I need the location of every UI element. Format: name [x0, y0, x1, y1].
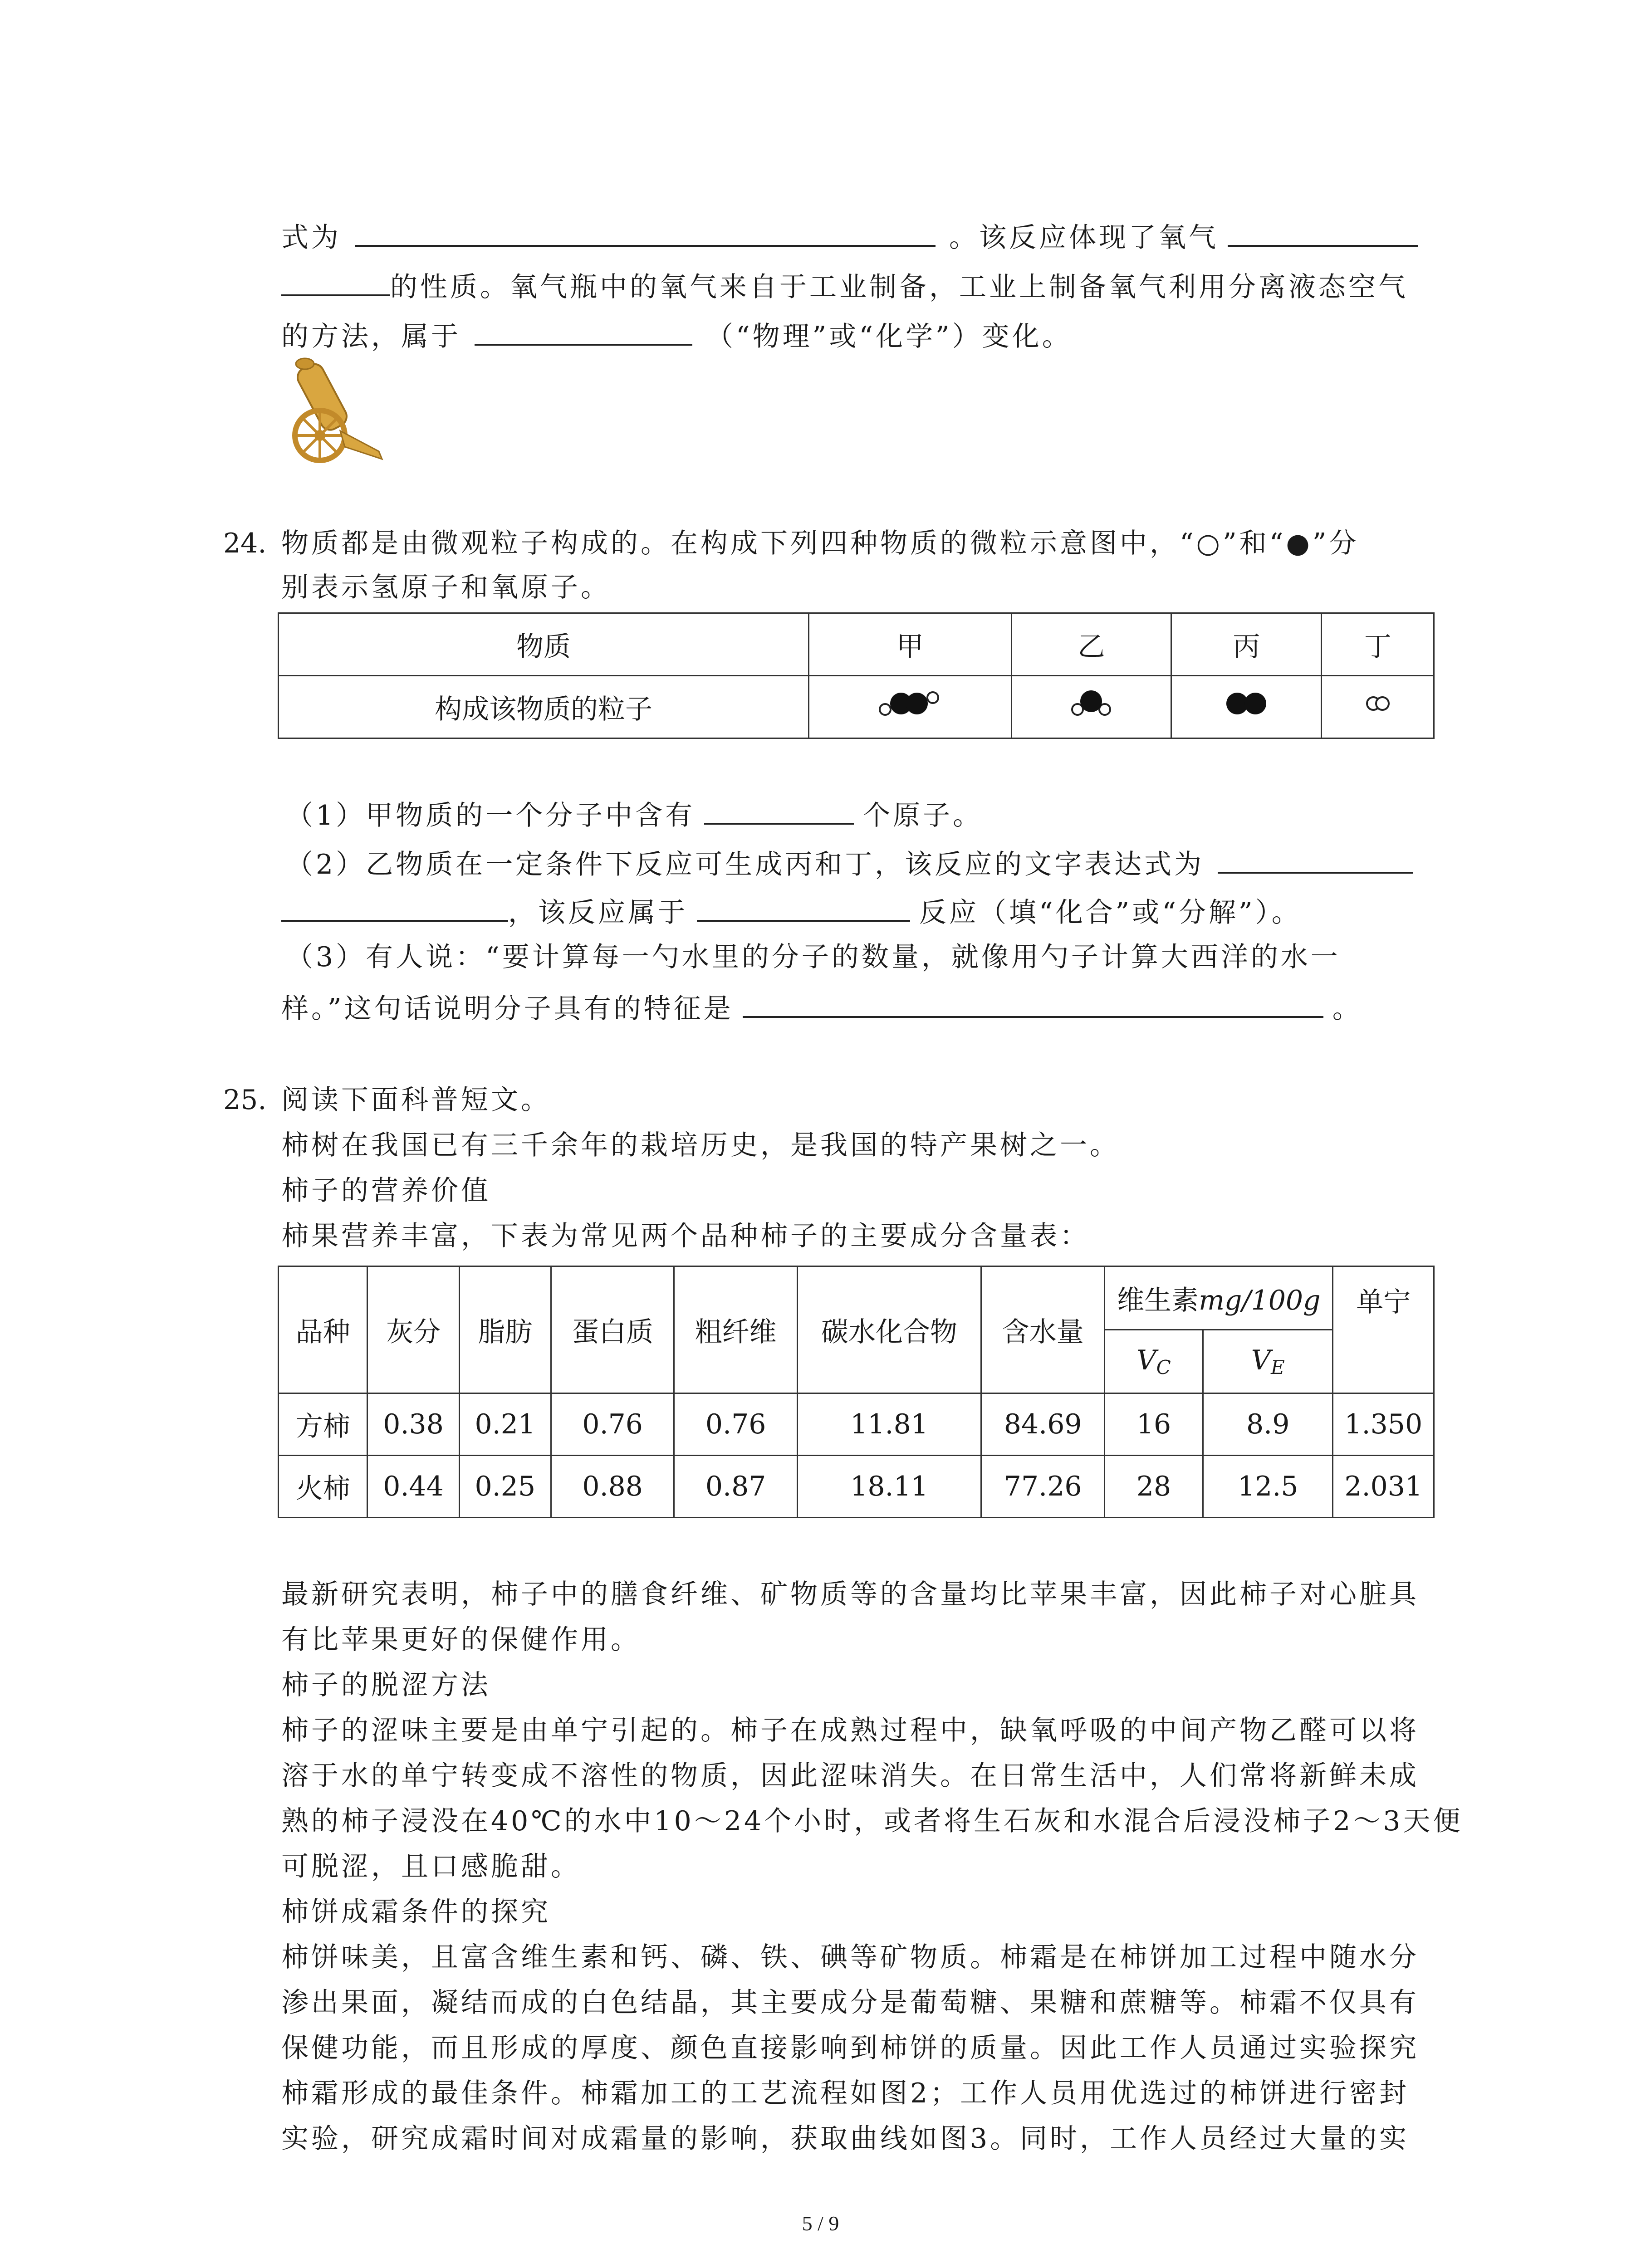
table-row	[279, 1393, 1434, 1456]
table-header: 单宁	[1333, 1266, 1434, 1393]
molecule-cell	[1011, 676, 1171, 738]
q25-paragraph: 渗出果面，凝结而成的白色结晶，其主要成分是葡萄糖、果糖和蔗糖等。柿霜不仅具有	[281, 1987, 1419, 2019]
q24-part-3-cont	[281, 988, 1362, 1027]
q24-text: 个原子。	[863, 800, 983, 831]
table-header: 丁	[1322, 613, 1434, 676]
answer-blank[interactable]	[704, 795, 854, 825]
q23-text: 的性质。氧气瓶中的氧气来自于工业制备，工业上制备氧气利用分离液态空气	[390, 271, 1408, 303]
vitamin-unit: mg/100g	[1199, 1284, 1321, 1316]
question-number: 24.	[223, 528, 267, 559]
table-header: 品种	[279, 1266, 367, 1393]
question-number: 25.	[223, 1084, 267, 1116]
q25-paragraph: 可脱涩，且口感脆甜。	[281, 1851, 581, 1882]
table-cell: 0.88	[551, 1456, 674, 1518]
table-header: 丙	[1171, 613, 1322, 676]
answer-blank[interactable]	[697, 892, 910, 922]
q24-stem: 物质都是由微观粒子构成的。在构成下列四种物质的微粒示意图中，“○”和“●”分	[281, 528, 1359, 559]
ve-symbol: V	[1251, 1344, 1271, 1376]
table-header: 构成该物质的粒子	[279, 676, 809, 738]
table-cell: 77.26	[981, 1456, 1105, 1518]
q25-paragraph: 柿子的涩味主要是由单宁引起的。柿子在成熟过程中，缺氧呼吸的中间产物乙醛可以将	[281, 1715, 1419, 1746]
table-cell: 18.11	[797, 1456, 981, 1518]
q25-paragraph: 溶于水的单宁转变成不溶性的物质，因此涩味消失。在日常生活中，人们常将新鲜未成	[281, 1760, 1419, 1792]
molecule-cell	[809, 676, 1011, 738]
table-header: 脂肪	[459, 1266, 551, 1393]
table-cell: 0.21	[459, 1393, 551, 1456]
table-cell: 0.87	[674, 1456, 797, 1518]
table-cell: 0.25	[459, 1456, 551, 1518]
molecule-jia-icon	[876, 688, 944, 719]
q24-text: ，该反应属于	[508, 897, 688, 929]
vc-subscript: C	[1156, 1356, 1171, 1378]
q25-title: 阅读下面科普短文。	[281, 1084, 551, 1116]
q25-paragraph: 柿霜形成的最佳条件。柿霜加工的工艺流程如图2；工作人员用优选过的柿饼进行密封	[281, 2077, 1410, 2109]
q24-text: 反应（填“化合”或“分解”）。	[919, 897, 1302, 929]
molecule-yi-icon	[1066, 688, 1116, 719]
q24-stem: 别表示氢原子和氧原子。	[281, 572, 611, 603]
nutrition-table	[278, 1266, 1435, 1518]
q25-paragraph: 柿果营养丰富，下表为常见两个品种柿子的主要成分含量表：	[281, 1220, 1090, 1252]
answer-blank[interactable]	[281, 266, 390, 296]
answer-blank[interactable]	[281, 892, 508, 922]
vc-symbol: V	[1136, 1344, 1156, 1376]
vitamin-label: 维生素	[1117, 1284, 1199, 1316]
table-header: 灰分	[367, 1266, 459, 1393]
table-cell: 16	[1105, 1393, 1203, 1456]
table-cell: 0.38	[367, 1393, 459, 1456]
q23-text: 。该反应体现了氧气	[949, 222, 1219, 254]
table-header: 粗纤维	[674, 1266, 797, 1393]
table-cell: 28	[1105, 1456, 1203, 1518]
q24-text: （1）甲物质的一个分子中含有	[286, 800, 696, 831]
ve-subscript: E	[1271, 1356, 1285, 1378]
section-heading: 柿饼成霜条件的探究	[281, 1896, 551, 1928]
q25-paragraph: 有比苹果更好的保健作用。	[281, 1624, 641, 1656]
q23-line-2	[281, 266, 1408, 305]
answer-blank[interactable]	[475, 316, 692, 346]
vitamin-header	[1105, 1266, 1333, 1330]
table-cell: 8.9	[1203, 1393, 1333, 1456]
ve-header	[1203, 1330, 1333, 1393]
q24-text: 样。”这句话说明分子具有的特征是	[281, 993, 734, 1025]
q25-paragraph: 柿饼味美，且富含维生素和钙、磷、铁、碘等矿物质。柿霜是在柿饼加工过程中随水分	[281, 1941, 1419, 1973]
table-cell: 方柿	[279, 1393, 367, 1456]
q23-line-3	[281, 316, 1072, 355]
table-header: 蛋白质	[551, 1266, 674, 1393]
q25-paragraph: 实验，研究成霜时间对成霜量的影响，获取曲线如图3。同时，工作人员经过大量的实	[281, 2123, 1410, 2155]
section-heading: 柿子的脱涩方法	[281, 1669, 491, 1701]
table-cell: 0.76	[674, 1393, 797, 1456]
table-cell: 11.81	[797, 1393, 981, 1456]
table-header: 碳水化合物	[797, 1266, 981, 1393]
q23-text: 式为	[281, 222, 341, 254]
answer-blank[interactable]	[1228, 217, 1418, 247]
table-row	[279, 1456, 1434, 1518]
q25-paragraph: 熟的柿子浸没在40℃的水中10～24个小时，或者将生石灰和水混合后浸没柿子2～3天便	[281, 1805, 1463, 1837]
table-cell: 1.350	[1333, 1393, 1434, 1456]
vc-header	[1105, 1330, 1203, 1393]
answer-blank[interactable]	[743, 988, 1323, 1018]
answer-blank[interactable]	[1218, 844, 1413, 874]
table-header: 甲	[809, 613, 1011, 676]
oxygen-cylinder-cart-image	[281, 354, 390, 467]
q24-part-3: （3）有人说：“要计算每一勺水里的分子的数量，就像用勺子计算大西洋的水一	[286, 941, 1341, 973]
q25-paragraph: 柿树在我国已有三千余年的栽培历史，是我国的特产果树之一。	[281, 1129, 1120, 1161]
table-header: 乙	[1011, 613, 1171, 676]
q24-part-1	[286, 795, 983, 834]
molecule-ding-icon	[1360, 690, 1396, 717]
molecule-cell	[1171, 676, 1322, 738]
q23-text: 的方法，属于	[281, 321, 461, 352]
answer-blank[interactable]	[355, 217, 936, 247]
table-cell: 0.44	[367, 1456, 459, 1518]
section-heading: 柿子的营养价值	[281, 1175, 491, 1207]
q25-paragraph: 保健功能，而且形成的厚度、颜色直接影响到柿饼的质量。因此工作人员通过实验探究	[281, 2032, 1419, 2064]
table-cell: 0.76	[551, 1393, 674, 1456]
table-cell: 2.031	[1333, 1456, 1434, 1518]
q23-line-1	[281, 217, 1418, 256]
table-header: 含水量	[981, 1266, 1105, 1393]
q24-part-2-cont	[281, 892, 1302, 931]
q24-text: 。	[1332, 993, 1362, 1025]
q25-paragraph: 最新研究表明，柿子中的膳食纤维、矿物质等的含量均比苹果丰富，因此柿子对心脏具	[281, 1579, 1419, 1610]
q24-part-2	[286, 844, 1413, 883]
table-cell: 火柿	[279, 1456, 367, 1518]
molecule-cell	[1322, 676, 1434, 738]
molecule-bing-icon	[1221, 688, 1271, 719]
page-number: 5 / 9	[802, 2212, 839, 2235]
table-header: 物质	[279, 613, 809, 676]
table-cell: 84.69	[981, 1393, 1105, 1456]
table-cell: 12.5	[1203, 1456, 1333, 1518]
particle-table	[278, 612, 1435, 739]
q23-text: （“物理”或“化学”）变化。	[706, 321, 1072, 352]
q24-text: （2）乙物质在一定条件下反应可生成丙和丁，该反应的文字表达式为	[286, 849, 1205, 880]
